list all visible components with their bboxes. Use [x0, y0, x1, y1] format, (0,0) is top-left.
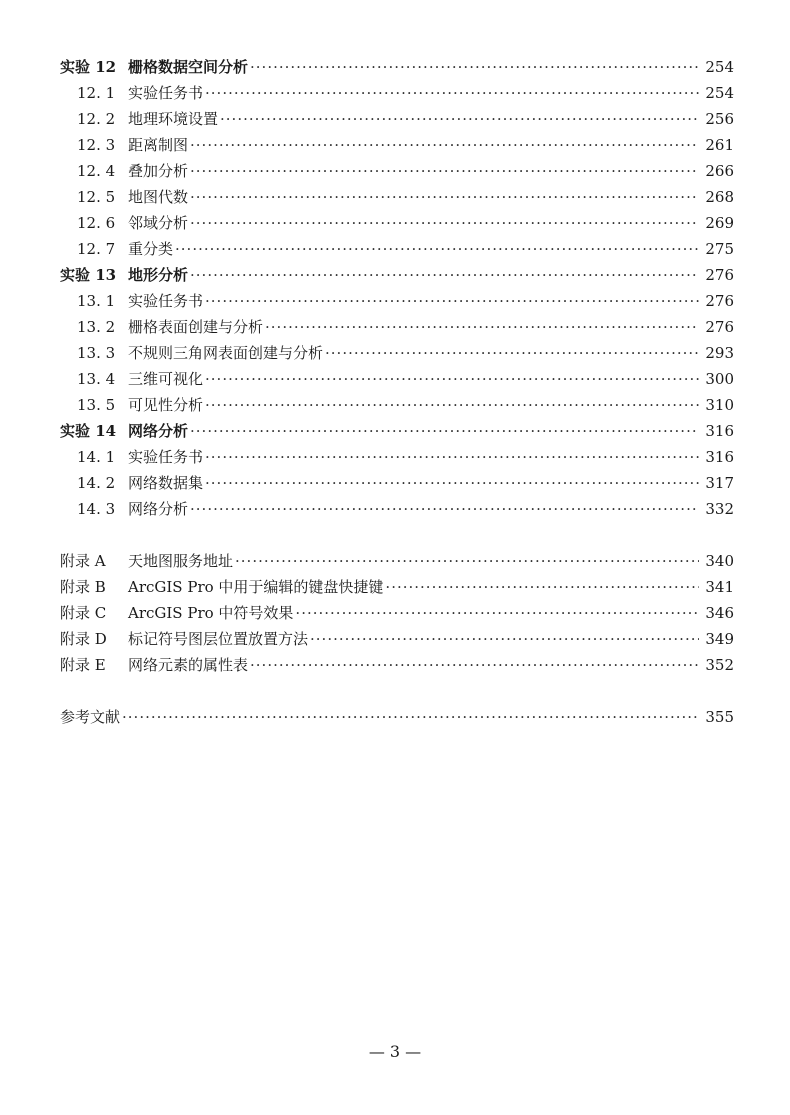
toc-entry-page: 254 — [705, 58, 734, 76]
toc-entry-number: 附录 E — [60, 656, 106, 674]
dot-leader — [310, 626, 699, 652]
toc-entry-title: 不规则三角网表面创建与分析 — [128, 344, 324, 362]
toc-entry-page: 276 — [705, 292, 734, 310]
dot-leader — [205, 288, 699, 314]
toc-entry-sub[interactable] — [60, 366, 734, 392]
toc-entry-sub[interactable] — [60, 158, 734, 184]
toc-entry-title: 栅格数据空间分析 — [128, 58, 249, 76]
dot-leader — [205, 366, 699, 392]
toc-entry-title: ArcGIS Pro 中用于编辑的键盘快捷键 — [128, 578, 384, 596]
toc-entry-number: 12. 1 — [77, 84, 116, 102]
toc-entry-page: 332 — [705, 500, 734, 518]
toc-entry-chapter[interactable] — [60, 262, 734, 288]
toc-entry-title: 三维可视化 — [128, 370, 204, 388]
toc-entry-page: 317 — [705, 474, 734, 492]
toc-entry-number: 13. 5 — [77, 396, 116, 414]
toc-entry-number: 13. 3 — [77, 344, 116, 362]
toc-entry-number: 13. 4 — [77, 370, 116, 388]
toc-entry-title: 实验任务书 — [128, 448, 204, 466]
toc-entry-number: 实验 14 — [60, 422, 117, 440]
toc-entry-title: 参考文献 — [60, 708, 121, 726]
toc-entry-sub[interactable] — [60, 470, 734, 496]
toc-entry-page: 316 — [705, 448, 734, 466]
toc-entry-number: 附录 C — [60, 604, 107, 622]
group-spacer — [60, 678, 734, 704]
toc-entry-sub[interactable] — [60, 106, 734, 132]
toc-entry-ref[interactable] — [60, 704, 734, 730]
dot-leader — [385, 574, 699, 600]
toc-entry-page: 276 — [705, 266, 734, 284]
toc-entry-sub[interactable] — [60, 340, 734, 366]
group-spacer — [60, 522, 734, 548]
toc-entry-sub[interactable] — [60, 184, 734, 210]
toc-entry-number: 12. 4 — [77, 162, 116, 180]
dot-leader — [190, 418, 699, 444]
dot-leader — [190, 132, 699, 158]
toc-entry-page: 349 — [705, 630, 734, 648]
toc-entry-sub[interactable] — [60, 392, 734, 418]
toc-entry-title: 邻域分析 — [128, 214, 189, 232]
dot-leader — [265, 314, 699, 340]
toc-entry-number: 14. 2 — [77, 474, 116, 492]
toc-entry-number: 14. 1 — [77, 448, 116, 466]
toc-entry-appendix[interactable] — [60, 548, 734, 574]
toc-entry-page: 268 — [705, 188, 734, 206]
dot-leader — [122, 704, 699, 730]
toc-entry-title: 网络元素的属性表 — [128, 656, 249, 674]
toc-entry-page: 340 — [705, 552, 734, 570]
dot-leader — [205, 392, 699, 418]
toc-entry-number: 附录 D — [60, 630, 107, 648]
toc-entry-title: 可见性分析 — [128, 396, 204, 414]
table-of-contents — [60, 54, 734, 730]
dot-leader — [190, 496, 699, 522]
toc-entry-title: 地形分析 — [128, 266, 189, 284]
toc-entry-page: 310 — [705, 396, 734, 414]
toc-entry-sub[interactable] — [60, 210, 734, 236]
toc-entry-sub[interactable] — [60, 314, 734, 340]
dot-leader — [295, 600, 699, 626]
toc-entry-chapter[interactable] — [60, 418, 734, 444]
toc-entry-title: 叠加分析 — [128, 162, 189, 180]
toc-entry-appendix[interactable] — [60, 600, 734, 626]
toc-entry-title: 距离制图 — [128, 136, 189, 154]
dot-leader — [190, 158, 699, 184]
toc-entry-sub[interactable] — [60, 444, 734, 470]
toc-entry-sub[interactable] — [60, 80, 734, 106]
toc-entry-page: 266 — [705, 162, 734, 180]
toc-entry-sub[interactable] — [60, 496, 734, 522]
toc-entry-page: 300 — [705, 370, 734, 388]
toc-entry-number: 12. 3 — [77, 136, 116, 154]
toc-entry-title: 实验任务书 — [128, 292, 204, 310]
toc-entry-title: 重分类 — [128, 240, 174, 258]
toc-entry-title: 实验任务书 — [128, 84, 204, 102]
toc-entry-appendix[interactable] — [60, 626, 734, 652]
dot-leader — [190, 184, 699, 210]
toc-entry-page: 276 — [705, 318, 734, 336]
dot-leader — [175, 236, 699, 262]
toc-entry-title: 标记符号图层位置放置方法 — [128, 630, 309, 648]
toc-entry-title: 天地图服务地址 — [128, 552, 234, 570]
toc-entry-number: 附录 A — [60, 552, 106, 570]
toc-entry-page: 256 — [705, 110, 734, 128]
dot-leader — [235, 548, 699, 574]
toc-entry-sub[interactable] — [60, 132, 734, 158]
dot-leader — [190, 262, 699, 288]
toc-entry-page: 316 — [705, 422, 734, 440]
toc-entry-page: 346 — [705, 604, 734, 622]
toc-entry-page: 275 — [705, 240, 734, 258]
toc-entry-appendix[interactable] — [60, 652, 734, 678]
dot-leader — [205, 80, 699, 106]
toc-entry-number: 实验 13 — [60, 266, 117, 284]
toc-entry-chapter[interactable] — [60, 54, 734, 80]
toc-entry-title: ArcGIS Pro 中符号效果 — [128, 604, 294, 622]
toc-entry-number: 实验 12 — [60, 58, 117, 76]
toc-entry-page: 341 — [705, 578, 734, 596]
dot-leader — [205, 470, 699, 496]
toc-entry-number: 13. 1 — [77, 292, 116, 310]
toc-entry-number: 12. 5 — [77, 188, 116, 206]
toc-entry-appendix[interactable] — [60, 574, 734, 600]
toc-entry-title: 地理环境设置 — [128, 110, 219, 128]
dot-leader — [250, 652, 699, 678]
toc-entry-title: 网络分析 — [128, 422, 189, 440]
toc-entry-page: 261 — [705, 136, 734, 154]
toc-entry-number: 14. 3 — [77, 500, 116, 518]
toc-entry-number: 13. 2 — [77, 318, 116, 336]
toc-entry-page: 355 — [705, 708, 734, 726]
dot-leader — [190, 210, 699, 236]
toc-entry-page: 352 — [705, 656, 734, 674]
toc-entry-number: 附录 B — [60, 578, 106, 596]
dot-leader — [250, 54, 699, 80]
toc-entry-number: 12. 2 — [77, 110, 116, 128]
toc-entry-number: 12. 7 — [77, 240, 116, 258]
toc-entry-title: 栅格表面创建与分析 — [128, 318, 264, 336]
toc-entry-title: 地图代数 — [128, 188, 189, 206]
dot-leader — [220, 106, 699, 132]
toc-entry-number: 12. 6 — [77, 214, 116, 232]
toc-entry-title: 网络数据集 — [128, 474, 204, 492]
page-number: — 3 — — [368, 1042, 422, 1061]
dot-leader — [205, 444, 699, 470]
toc-entry-sub[interactable] — [60, 236, 734, 262]
toc-entry-page: 269 — [705, 214, 734, 232]
toc-entry-title: 网络分析 — [128, 500, 189, 518]
toc-entry-page: 293 — [705, 344, 734, 362]
dot-leader — [325, 340, 699, 366]
toc-entry-sub[interactable] — [60, 288, 734, 314]
toc-entry-page: 254 — [705, 84, 734, 102]
